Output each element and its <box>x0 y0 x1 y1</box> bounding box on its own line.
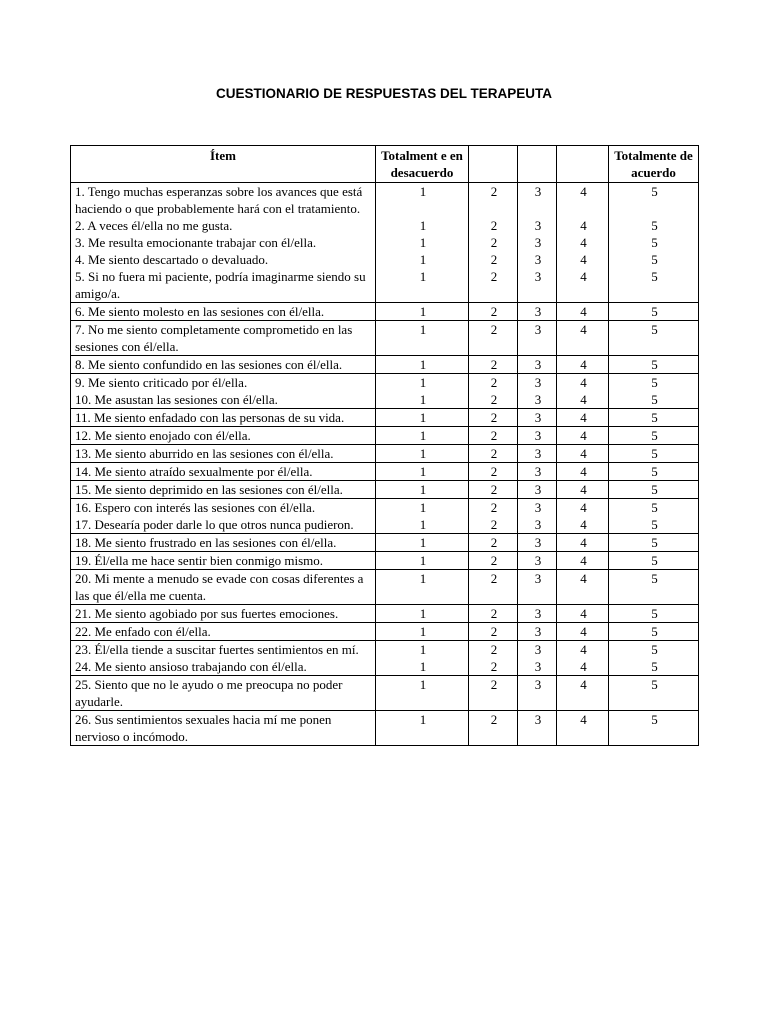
scale-value-4: 4 <box>557 303 609 321</box>
scale-value-1: 1 <box>376 463 469 481</box>
scale-value-4: 4 <box>557 516 609 534</box>
header-totally-agree: Totalmente de acuerdo <box>609 146 699 183</box>
item-text: 11. Me siento enfadado con las personas de su vida. <box>71 409 376 427</box>
scale-value-5: 5 <box>609 605 699 623</box>
scale-value-2: 2 <box>469 268 518 303</box>
scale-value-5: 5 <box>609 409 699 427</box>
item-text: 25. Siento que no le ayudo o me preocupa no poder ayudarle. <box>71 676 376 711</box>
scale-value-3: 3 <box>518 391 557 409</box>
item-text: 21. Me siento agobiado por sus fuertes emociones. <box>71 605 376 623</box>
item-text: 10. Me asustan las sesiones con él/ella. <box>71 391 376 409</box>
scale-value-3: 3 <box>518 516 557 534</box>
scale-value-4: 4 <box>557 711 609 746</box>
scale-value-4: 4 <box>557 623 609 641</box>
item-text: 16. Espero con interés las sesiones con él/ella. <box>71 499 376 517</box>
scale-value-5: 5 <box>609 391 699 409</box>
scale-value-2: 2 <box>469 711 518 746</box>
scale-value-4: 4 <box>557 391 609 409</box>
item-text: 22. Me enfado con él/ella. <box>71 623 376 641</box>
scale-value-3: 3 <box>518 658 557 676</box>
scale-value-3: 3 <box>518 374 557 392</box>
scale-value-3: 3 <box>518 321 557 356</box>
scale-value-5: 5 <box>609 552 699 570</box>
scale-value-5: 5 <box>609 183 699 218</box>
scale-value-3: 3 <box>518 676 557 711</box>
scale-value-2: 2 <box>469 623 518 641</box>
scale-value-5: 5 <box>609 217 699 234</box>
item-text: 2. A veces él/ella no me gusta. <box>71 217 376 234</box>
item-text: 9. Me siento criticado por él/ella. <box>71 374 376 392</box>
scale-value-1: 1 <box>376 268 469 303</box>
table-row <box>71 711 699 746</box>
scale-value-3: 3 <box>518 570 557 605</box>
table-row <box>71 534 699 552</box>
item-text: 14. Me siento atraído sexualmente por él/ella. <box>71 463 376 481</box>
table-row <box>71 183 699 218</box>
scale-value-4: 4 <box>557 445 609 463</box>
scale-value-1: 1 <box>376 321 469 356</box>
item-text: 17. Desearía poder darle lo que otros nunca pudieron. <box>71 516 376 534</box>
scale-value-4: 4 <box>557 552 609 570</box>
document-title: CUESTIONARIO DE RESPUESTAS DEL TERAPEUTA <box>215 86 553 101</box>
scale-value-4: 4 <box>557 183 609 218</box>
table-row <box>71 676 699 711</box>
scale-value-1: 1 <box>376 516 469 534</box>
header-item: Ítem <box>71 146 376 183</box>
scale-value-1: 1 <box>376 711 469 746</box>
scale-value-2: 2 <box>469 445 518 463</box>
table-row <box>71 303 699 321</box>
scale-value-4: 4 <box>557 534 609 552</box>
scale-value-3: 3 <box>518 463 557 481</box>
scale-value-2: 2 <box>469 641 518 659</box>
scale-value-5: 5 <box>609 623 699 641</box>
scale-value-2: 2 <box>469 516 518 534</box>
scale-value-3: 3 <box>518 499 557 517</box>
scale-value-1: 1 <box>376 356 469 374</box>
item-text: 1. Tengo muchas esperanzas sobre los avances que está haciendo o que probablemente hará con el tratamiento. <box>71 183 376 218</box>
scale-value-4: 4 <box>557 251 609 268</box>
scale-value-3: 3 <box>518 183 557 218</box>
scale-value-1: 1 <box>376 605 469 623</box>
table-row <box>71 623 699 641</box>
scale-value-4: 4 <box>557 321 609 356</box>
scale-value-1: 1 <box>376 623 469 641</box>
scale-value-4: 4 <box>557 356 609 374</box>
table-row <box>71 391 699 409</box>
scale-value-3: 3 <box>518 356 557 374</box>
scale-value-3: 3 <box>518 251 557 268</box>
table-row <box>71 356 699 374</box>
scale-value-2: 2 <box>469 251 518 268</box>
scale-value-5: 5 <box>609 481 699 499</box>
item-text: 26. Sus sentimientos sexuales hacia mí me ponen nervioso o incómodo. <box>71 711 376 746</box>
scale-value-5: 5 <box>609 303 699 321</box>
table-row <box>71 499 699 517</box>
table-row <box>71 570 699 605</box>
scale-value-2: 2 <box>469 463 518 481</box>
table-body <box>71 183 699 746</box>
header-blank-2 <box>469 146 518 183</box>
scale-value-5: 5 <box>609 499 699 517</box>
scale-value-1: 1 <box>376 409 469 427</box>
scale-value-5: 5 <box>609 658 699 676</box>
table-row <box>71 552 699 570</box>
scale-value-2: 2 <box>469 409 518 427</box>
table-row <box>71 251 699 268</box>
scale-value-3: 3 <box>518 641 557 659</box>
item-text: 5. Si no fuera mi paciente, podría imaginarme siendo su amigo/a. <box>71 268 376 303</box>
table-row <box>71 605 699 623</box>
item-text: 20. Mi mente a menudo se evade con cosas diferentes a las que él/ella me cuenta. <box>71 570 376 605</box>
item-text: 12. Me siento enojado con él/ella. <box>71 427 376 445</box>
scale-value-5: 5 <box>609 234 699 251</box>
scale-value-4: 4 <box>557 570 609 605</box>
scale-value-4: 4 <box>557 427 609 445</box>
scale-value-3: 3 <box>518 711 557 746</box>
scale-value-4: 4 <box>557 374 609 392</box>
scale-value-4: 4 <box>557 641 609 659</box>
scale-value-1: 1 <box>376 658 469 676</box>
table-row <box>71 463 699 481</box>
scale-value-1: 1 <box>376 534 469 552</box>
header-blank-4 <box>557 146 609 183</box>
table-row <box>71 445 699 463</box>
scale-value-3: 3 <box>518 605 557 623</box>
scale-value-1: 1 <box>376 234 469 251</box>
scale-value-5: 5 <box>609 356 699 374</box>
scale-value-4: 4 <box>557 605 609 623</box>
item-text: 24. Me siento ansioso trabajando con él/ella. <box>71 658 376 676</box>
scale-value-2: 2 <box>469 658 518 676</box>
scale-value-2: 2 <box>469 183 518 218</box>
scale-value-5: 5 <box>609 711 699 746</box>
item-text: 7. No me siento completamente comprometido en las sesiones con él/ella. <box>71 321 376 356</box>
table-row <box>71 409 699 427</box>
scale-value-4: 4 <box>557 268 609 303</box>
scale-value-4: 4 <box>557 658 609 676</box>
scale-value-3: 3 <box>518 217 557 234</box>
table-row <box>71 234 699 251</box>
scale-value-2: 2 <box>469 552 518 570</box>
scale-value-5: 5 <box>609 445 699 463</box>
scale-value-1: 1 <box>376 217 469 234</box>
scale-value-5: 5 <box>609 251 699 268</box>
header-blank-3 <box>518 146 557 183</box>
scale-value-5: 5 <box>609 641 699 659</box>
scale-value-1: 1 <box>376 303 469 321</box>
scale-value-3: 3 <box>518 234 557 251</box>
scale-value-5: 5 <box>609 516 699 534</box>
scale-value-1: 1 <box>376 374 469 392</box>
scale-value-1: 1 <box>376 676 469 711</box>
scale-value-2: 2 <box>469 481 518 499</box>
item-text: 23. Él/ella tiende a suscitar fuertes sentimientos en mí. <box>71 641 376 659</box>
scale-value-1: 1 <box>376 427 469 445</box>
scale-value-2: 2 <box>469 374 518 392</box>
scale-value-1: 1 <box>376 445 469 463</box>
scale-value-4: 4 <box>557 499 609 517</box>
table-row <box>71 641 699 659</box>
scale-value-1: 1 <box>376 391 469 409</box>
questionnaire-table <box>70 145 699 746</box>
scale-value-2: 2 <box>469 234 518 251</box>
scale-value-4: 4 <box>557 234 609 251</box>
scale-value-2: 2 <box>469 321 518 356</box>
scale-value-3: 3 <box>518 268 557 303</box>
scale-value-4: 4 <box>557 217 609 234</box>
scale-value-1: 1 <box>376 552 469 570</box>
scale-value-2: 2 <box>469 391 518 409</box>
scale-value-5: 5 <box>609 570 699 605</box>
scale-value-2: 2 <box>469 534 518 552</box>
scale-value-2: 2 <box>469 499 518 517</box>
item-text: 18. Me siento frustrado en las sesiones con él/ella. <box>71 534 376 552</box>
scale-value-3: 3 <box>518 534 557 552</box>
scale-value-2: 2 <box>469 676 518 711</box>
item-text: 4. Me siento descartado o devaluado. <box>71 251 376 268</box>
scale-value-3: 3 <box>518 427 557 445</box>
table-row <box>71 374 699 392</box>
table-row <box>71 268 699 303</box>
item-text: 13. Me siento aburrido en las sesiones con él/ella. <box>71 445 376 463</box>
header-row <box>71 146 699 183</box>
table-row <box>71 321 699 356</box>
scale-value-3: 3 <box>518 481 557 499</box>
scale-value-5: 5 <box>609 534 699 552</box>
scale-value-1: 1 <box>376 183 469 218</box>
scale-value-5: 5 <box>609 321 699 356</box>
header-totally-disagree: Totalment e en desacuerdo <box>376 146 469 183</box>
scale-value-3: 3 <box>518 303 557 321</box>
scale-value-2: 2 <box>469 570 518 605</box>
scale-value-3: 3 <box>518 552 557 570</box>
table-row <box>71 427 699 445</box>
item-text: 15. Me siento deprimido en las sesiones con él/ella. <box>71 481 376 499</box>
scale-value-3: 3 <box>518 623 557 641</box>
table-row <box>71 658 699 676</box>
scale-value-3: 3 <box>518 445 557 463</box>
scale-value-2: 2 <box>469 356 518 374</box>
scale-value-4: 4 <box>557 463 609 481</box>
table-row <box>71 217 699 234</box>
scale-value-1: 1 <box>376 251 469 268</box>
scale-value-4: 4 <box>557 409 609 427</box>
scale-value-5: 5 <box>609 374 699 392</box>
scale-value-5: 5 <box>609 427 699 445</box>
scale-value-2: 2 <box>469 427 518 445</box>
scale-value-4: 4 <box>557 481 609 499</box>
scale-value-2: 2 <box>469 217 518 234</box>
scale-value-1: 1 <box>376 499 469 517</box>
scale-value-1: 1 <box>376 481 469 499</box>
scale-value-5: 5 <box>609 676 699 711</box>
table-row <box>71 481 699 499</box>
scale-value-1: 1 <box>376 641 469 659</box>
item-text: 6. Me siento molesto en las sesiones con él/ella. <box>71 303 376 321</box>
scale-value-1: 1 <box>376 570 469 605</box>
scale-value-2: 2 <box>469 605 518 623</box>
scale-value-2: 2 <box>469 303 518 321</box>
item-text: 19. Él/ella me hace sentir bien conmigo mismo. <box>71 552 376 570</box>
item-text: 8. Me siento confundido en las sesiones con él/ella. <box>71 356 376 374</box>
scale-value-5: 5 <box>609 268 699 303</box>
scale-value-5: 5 <box>609 463 699 481</box>
scale-value-4: 4 <box>557 676 609 711</box>
item-text: 3. Me resulta emocionante trabajar con él/ella. <box>71 234 376 251</box>
table-row <box>71 516 699 534</box>
scale-value-3: 3 <box>518 409 557 427</box>
